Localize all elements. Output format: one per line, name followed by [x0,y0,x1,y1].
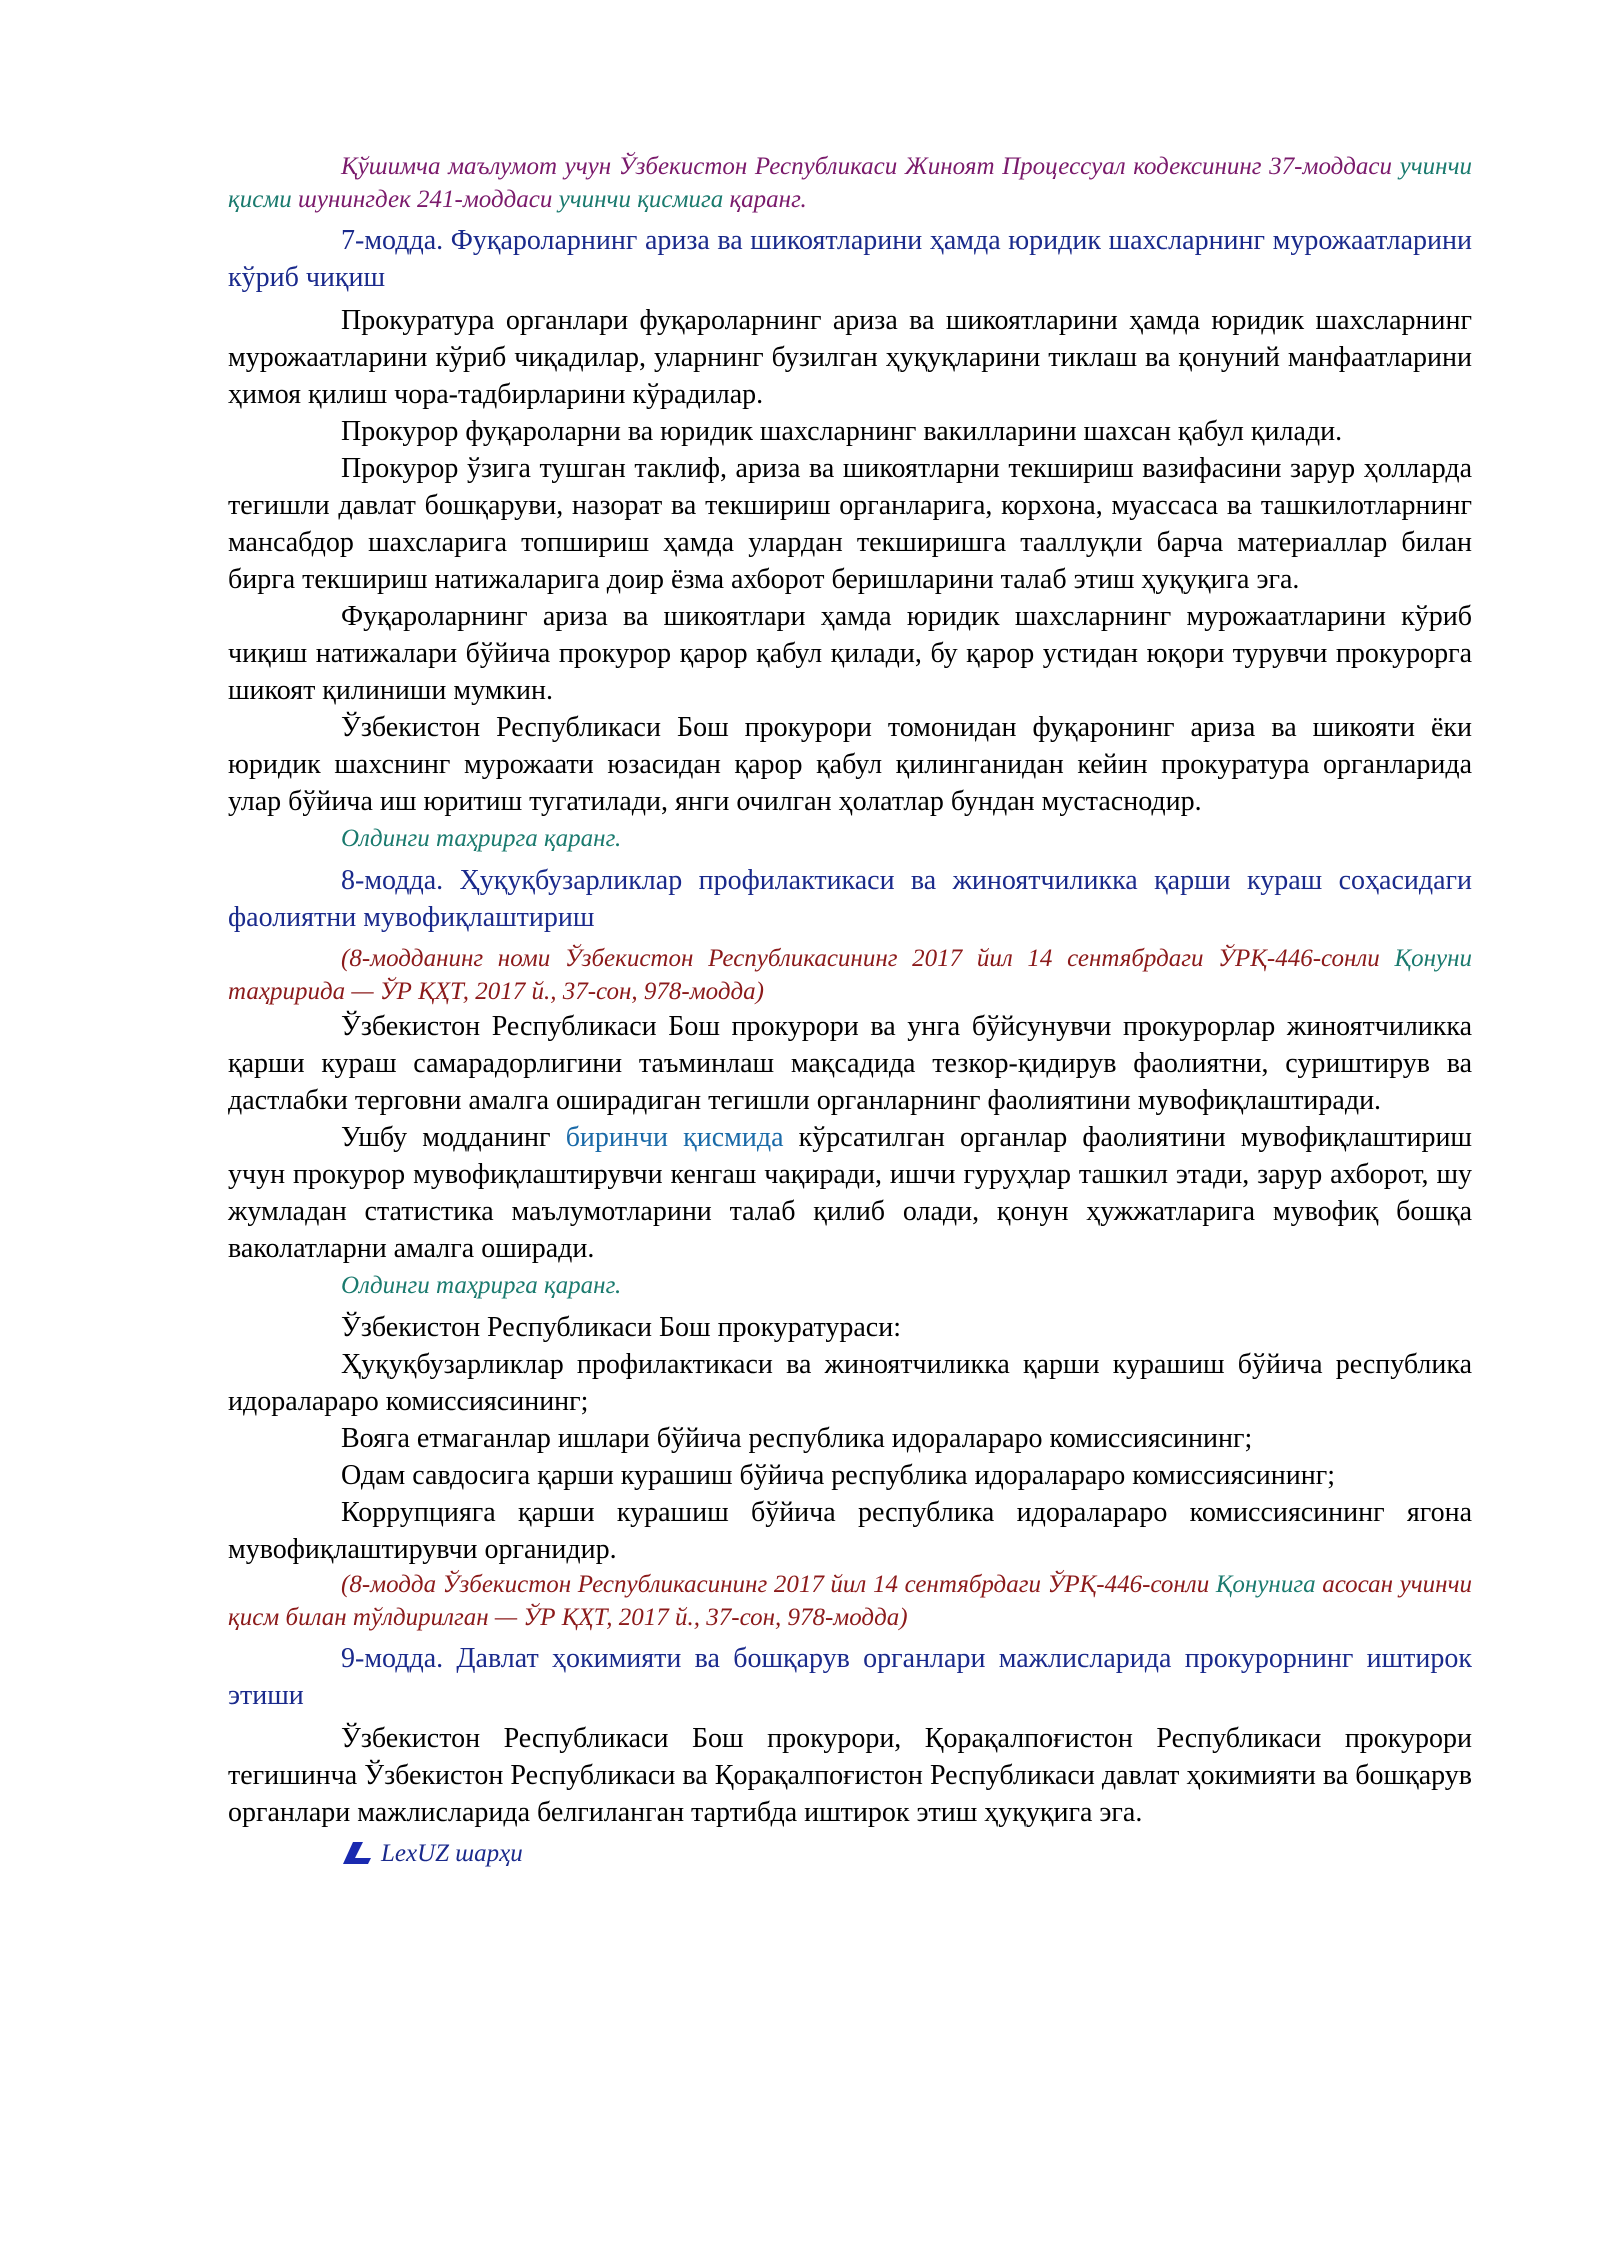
article-9-title: 9-модда. Давлат ҳокимияти ва бошқарув органлари мажлисларида прокурорнинг иштирок этиши [228,1643,1472,1711]
amendment-note [228,1568,1472,1634]
note-text: (8-модда Ўзбекистон Республикасининг 2017 йил 14 сентябрдаги ЎРҚ-446-сонли [341,1571,1216,1598]
note-link-part3[interactable]: учинчи қисми [228,153,1472,213]
previous-edition-link[interactable]: Олдинги таҳрирга қаранг. [341,825,622,852]
document-page [228,150,1472,1872]
amendment-note [228,942,1472,1008]
article-7-paragraph: Прокурор фуқароларни ва юридик шахсларнинг вакилларини шахсан қабул қилади. [341,416,1343,447]
lexuz-label: LexUZ шарҳи [381,1840,523,1867]
article-7-title: 7-модда. Фуқароларнинг ариза ва шикоятларини ҳамда юридик шахсларнинг мурожаатларини кўриб чиқиш [228,225,1472,293]
article-8-paragraph: Ўзбекистон Республикаси Бош прокуратураси: [341,1312,901,1343]
article-7-paragraph: Фуқароларнинг ариза ва шикоятлари ҳамда юридик шахсларнинг мурожаатларини кўриб чиқиш натижалари бўйича прокурор қарор қабул қилади, бу қарор устидан юқори турувчи прокурорга шикоят қилиниши мумкин. [228,601,1472,706]
article-7-paragraph: Прокуратура органлари фуқароларнинг ариза ва шикоятларини ҳамда юридик шахсларнинг мурожаатларини кўриб чиқадилар, уларнинг бузилган ҳуқуқларини тиклаш ва қонуний манфаатларини ҳимоя қилиш чора-тадбирларини кўрадилар. [228,305,1472,410]
lexuz-logo-icon [341,1842,373,1864]
article-8-paragraph: Ҳуқуқбузарликлар профилактикаси ва жиноятчиликка қарши курашиш бўйича республика идоралараро комиссиясининг; [228,1349,1472,1417]
note-text: шунингдек 241-моддаси [291,186,559,213]
reference-note [228,150,1472,216]
article-7-paragraph: Прокурор ўзига тушган таклиф, ариза ва шикоятларни текшириш вазифасини зарур ҳолларда тегишли давлат бошқаруви, назорат ва текшириш органларига, корхона, муассаса ва ташкилотларнинг мансабдор шахсларига топшириш ҳамда улардан текширишга тааллуқли барча материаллар билан бирга текшириш натижаларига доир ёзма ахборот беришларини талаб этиш ҳуқуқига эга. [228,453,1472,595]
article-8-paragraph: Коррупцияга қарши курашиш бўйича республика идоралараро комиссиясининг ягона мувофиқлаштирувчи органидир. [228,1497,1472,1565]
part-one-link[interactable]: биринчи қисмида [565,1122,784,1153]
lexuz-commentary-link[interactable] [228,1835,1472,1872]
note-text: қаранг. [723,186,807,213]
previous-edition-link[interactable]: Олдинги таҳрирга қаранг. [341,1272,622,1299]
note-text: Қўшимча маълумот учун Ўзбекистон Республикаси Жиноят Процессуал кодексининг 37-моддаси [341,153,1400,180]
law-link[interactable]: Қонуни [1394,945,1472,972]
article-8-paragraph: Одам савдосига қарши курашиш бўйича республика идоралараро комиссиясининг; [341,1460,1335,1491]
article-9-paragraph: Ўзбекистон Республикаси Бош прокурори, Қорақалпоғистон Республикаси прокурори тегишинча Ўзбекистон Республикаси ва Қорақалпоғистон Республикаси давлат ҳокимияти ва бошқарув органлари мажлисларида белгиланган тартибда иштирок этиш ҳуқуқига эга. [228,1723,1472,1828]
note-text: (8-модданинг номи Ўзбекистон Республикасининг 2017 йил 14 сентябрдаги ЎРҚ-446-сонли [341,945,1395,972]
article-8-title: 8-модда. Ҳуқуқбузарликлар профилактикаси ва жиноятчиликка қарши кураш соҳасидаги фаолиятни мувофиқлаштириш [228,865,1472,933]
note-text: асосан учинчи қисм билан тўлдирилган — ЎР ҚҲТ, 2017 й., 37-сон, 978-модда) [228,1571,1472,1631]
article-8-paragraph: Ўзбекистон Республикаси Бош прокурори ва унга бўйсунувчи прокурорлар жиноятчиликка қарши кураш самарадорлигини таъминлаш мақсадида тезкор-қидирув фаолиятни, суриштирув ва дастлабки терговни амалга оширадиган тегишли органларнинг фаолиятини мувофиқлаштиради. [228,1011,1472,1116]
article-8-paragraph: Вояга етмаганлар ишлари бўйича республика идоралараро комиссиясининг; [341,1423,1253,1454]
article-8-paragraph [228,1119,1472,1267]
article-7-paragraph: Ўзбекистон Республикаси Бош прокурори томонидан фуқаронинг ариза ва шикояти ёки юридик шахснинг мурожаати юзасидан қарор қабул қилинганидан кейин прокуратура органларида улар бўйича иш юритиш тугатилади, янги очилган ҳолатлар бундан мустаснодир. [228,712,1472,817]
paragraph-text: Ушбу модданинг [341,1122,566,1153]
law-link[interactable]: Қонунига [1215,1571,1316,1598]
note-text: таҳририда — ЎР ҚҲТ, 2017 й., 37-сон, 978-модда) [228,978,764,1005]
paragraph-text: кўрсатилган органлар фаолиятини мувофиқлаштириш учун прокурор мувофиқлаштирувчи кенгаш чақиради, ишчи гуруҳлар ташкил этади, зарур ахборот, шу жумладан статистика маълумотларини талаб қилиб олади, қонун ҳужжатларига мувофиқ бошқа ваколатларни амалга оширади. [228,1122,1472,1264]
note-link-part3b[interactable]: учинчи қисмига [558,186,724,213]
